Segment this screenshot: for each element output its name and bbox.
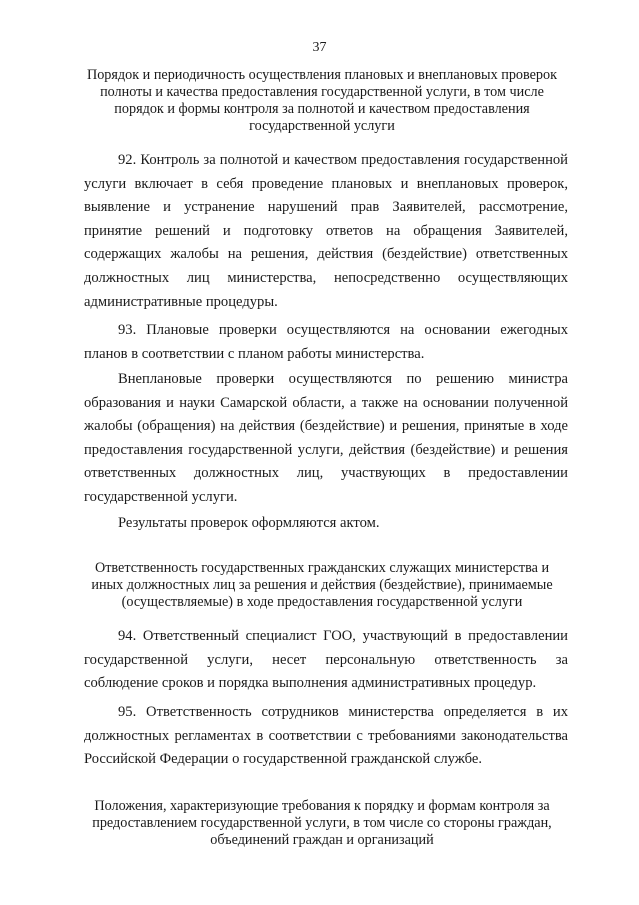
paragraph-93: 93. Плановые проверки осуществляются на основании ежегодных планов в соответствии с планом работы министерства. <box>84 322 568 362</box>
paragraph-check-results: Результаты проверок оформляются актом. <box>118 515 380 531</box>
page-number: 37 <box>312 40 327 55</box>
paragraph-unscheduled-checks: Внеплановые проверки осуществляются по решению министра образования и науки Самарской области, а также на основании полученной жалобы (обращения) на действия (бездействие) и решения, принятые в ходе предоставления государственной услуги, действия (бездействие) и решения ответственных должностных лиц, участвующих в предоставлении государственной услуги. <box>84 371 568 505</box>
section-heading-control-checks: Порядок и периодичность осуществления плановых и внеплановых проверок полноты и качества предоставления государственной услуги, в том числе порядок и формы контроля за полнотой и качеством предоставления государственной услуги <box>86 67 558 134</box>
section-heading-responsibility: Ответственность государственных гражданских служащих министерства и иных должностных лиц за решения и действия (бездействие), принимаемые (осуществляемые) в ходе предоставления государственной услуги <box>91 560 553 610</box>
paragraph-94: 94. Ответственный специалист ГОО, участвующий в предоставлении государственной услуги, несет персональную ответственность за соблюдение сроков и порядка выполнения административных процедур. <box>84 628 568 692</box>
paragraph-95: 95. Ответственность сотрудников министерства определяется в их должностных регламентах в соответствии с требованиями законодательства Российской Федерации о государственной гражданской службе. <box>84 704 568 768</box>
paragraph-92: 92. Контроль за полнотой и качеством предоставления государственной услуги включает в себя проведение плановых и внеплановых проверок, выявление и устранение нарушений прав Заявителей, рассмотрение, принятие решений и подготовку ответов на обращения Заявителей, содержащих жалобы на решения, действия (бездействие) ответственных должностных лиц министерства, непосредственно осуществляющих административные процедуры. <box>84 152 568 310</box>
section-heading-control-requirements: Положения, характеризующие требования к порядку и формам контроля за предоставлением государственной услуги, в том числе со стороны граждан, объединений граждан и организаций <box>92 798 552 848</box>
